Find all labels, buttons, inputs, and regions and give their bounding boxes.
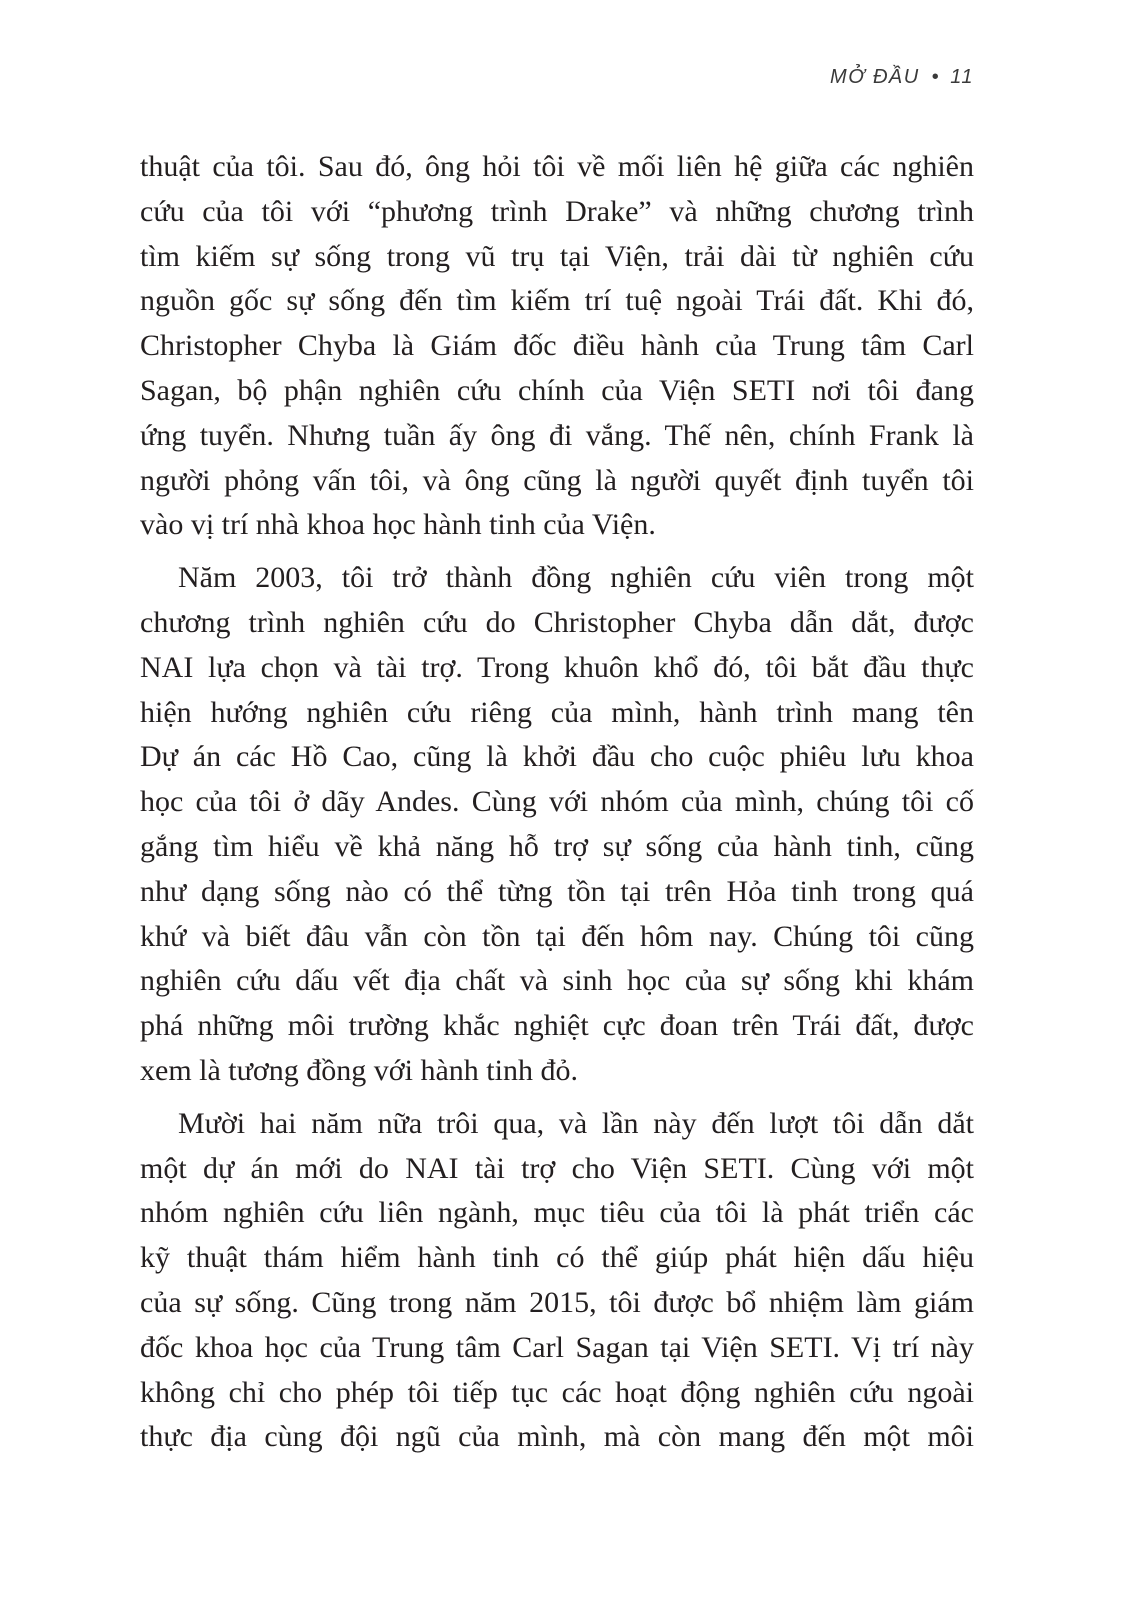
paragraph-2 [140, 556, 974, 1094]
text-line: vào vị trí nhà khoa học hành tinh của Viện. [140, 508, 656, 542]
text-line: cứu của tôi với “phương trình Drake” và những chương trình [140, 194, 974, 228]
text-line: xem là tương đồng với hành tinh đỏ. [140, 1053, 578, 1087]
section-title: MỞ ĐẦU [830, 66, 920, 88]
text-line: Năm 2003, tôi trở thành đồng nghiên cứu viên trong một [178, 561, 974, 595]
text-line: phá những môi trường khắc nghiệt cực đoan trên Trái đất, được [140, 1009, 974, 1043]
text-line: nghiên cứu dấu vết địa chất và sinh học của sự sống khi khám [140, 964, 974, 998]
paragraph-1 [140, 145, 974, 548]
text-line: của sự sống. Cũng trong năm 2015, tôi được bổ nhiệm làm giám [140, 1285, 974, 1319]
text-line: như dạng sống nào có thể từng tồn tại trên Hỏa tinh trong quá [140, 874, 974, 908]
text-line: Sagan, bộ phận nghiên cứu chính của Viện SETI nơi tôi đang [140, 373, 974, 407]
paragraph-3 [140, 1102, 974, 1460]
text-line: Christopher Chyba là Giám đốc điều hành của Trung tâm Carl [140, 329, 974, 363]
text-line: Dự án các Hồ Cao, cũng là khởi đầu cho cuộc phiêu lưu khoa [140, 740, 974, 774]
text-line: chương trình nghiên cứu do Christopher Chyba dẫn dắt, được [140, 605, 974, 639]
text-line: một dự án mới do NAI tài trợ cho Viện SETI. Cùng với một [140, 1151, 974, 1185]
text-line: thuật của tôi. Sau đó, ông hỏi tôi về mối liên hệ giữa các nghiên [140, 150, 974, 183]
text-line: hiện hướng nghiên cứu riêng của mình, hành trình mang tên [140, 695, 974, 729]
text-line: tìm kiếm sự sống trong vũ trụ tại Viện, trải dài từ nghiên cứu [140, 239, 974, 273]
page-number: 11 [950, 66, 974, 88]
text-line: khứ và biết đâu vẫn còn tồn tại đến hôm nay. Chúng tôi cũng [140, 919, 974, 953]
text-line: gắng tìm hiểu về khả năng hỗ trợ sự sống của hành tinh, cũng [140, 829, 974, 863]
text-line: nhóm nghiên cứu liên ngành, mục tiêu của tôi là phát triển các [140, 1196, 974, 1230]
text-line: Mười hai năm nữa trôi qua, và lần này đến lượt tôi dẫn dắt [178, 1106, 974, 1140]
header-bullet: • [931, 66, 941, 88]
text-line: NAI lựa chọn và tài trợ. Trong khuôn khổ đó, tôi bắt đầu thực [140, 650, 974, 684]
running-header [830, 66, 974, 89]
text-line: đốc khoa học của Trung tâm Carl Sagan tại Viện SETI. Vị trí này [140, 1330, 974, 1364]
text-line: kỹ thuật thám hiểm hành tinh có thể giúp phát hiện dấu hiệu [140, 1241, 974, 1275]
text-line: nguồn gốc sự sống đến tìm kiếm trí tuệ ngoài Trái đất. Khi đó, [140, 284, 974, 318]
text-line: học của tôi ở dãy Andes. Cùng với nhóm của mình, chúng tôi cố [140, 785, 974, 819]
text-line: không chỉ cho phép tôi tiếp tục các hoạt động nghiên cứu ngoài [140, 1375, 974, 1409]
body-text [140, 145, 974, 1460]
text-line: người phỏng vấn tôi, và ông cũng là người quyết định tuyển tôi [140, 463, 974, 497]
text-line: ứng tuyển. Nhưng tuần ấy ông đi vắng. Thế nên, chính Frank là [140, 418, 974, 452]
text-line: thực địa cùng đội ngũ của mình, mà còn mang đến một môi [140, 1420, 974, 1454]
